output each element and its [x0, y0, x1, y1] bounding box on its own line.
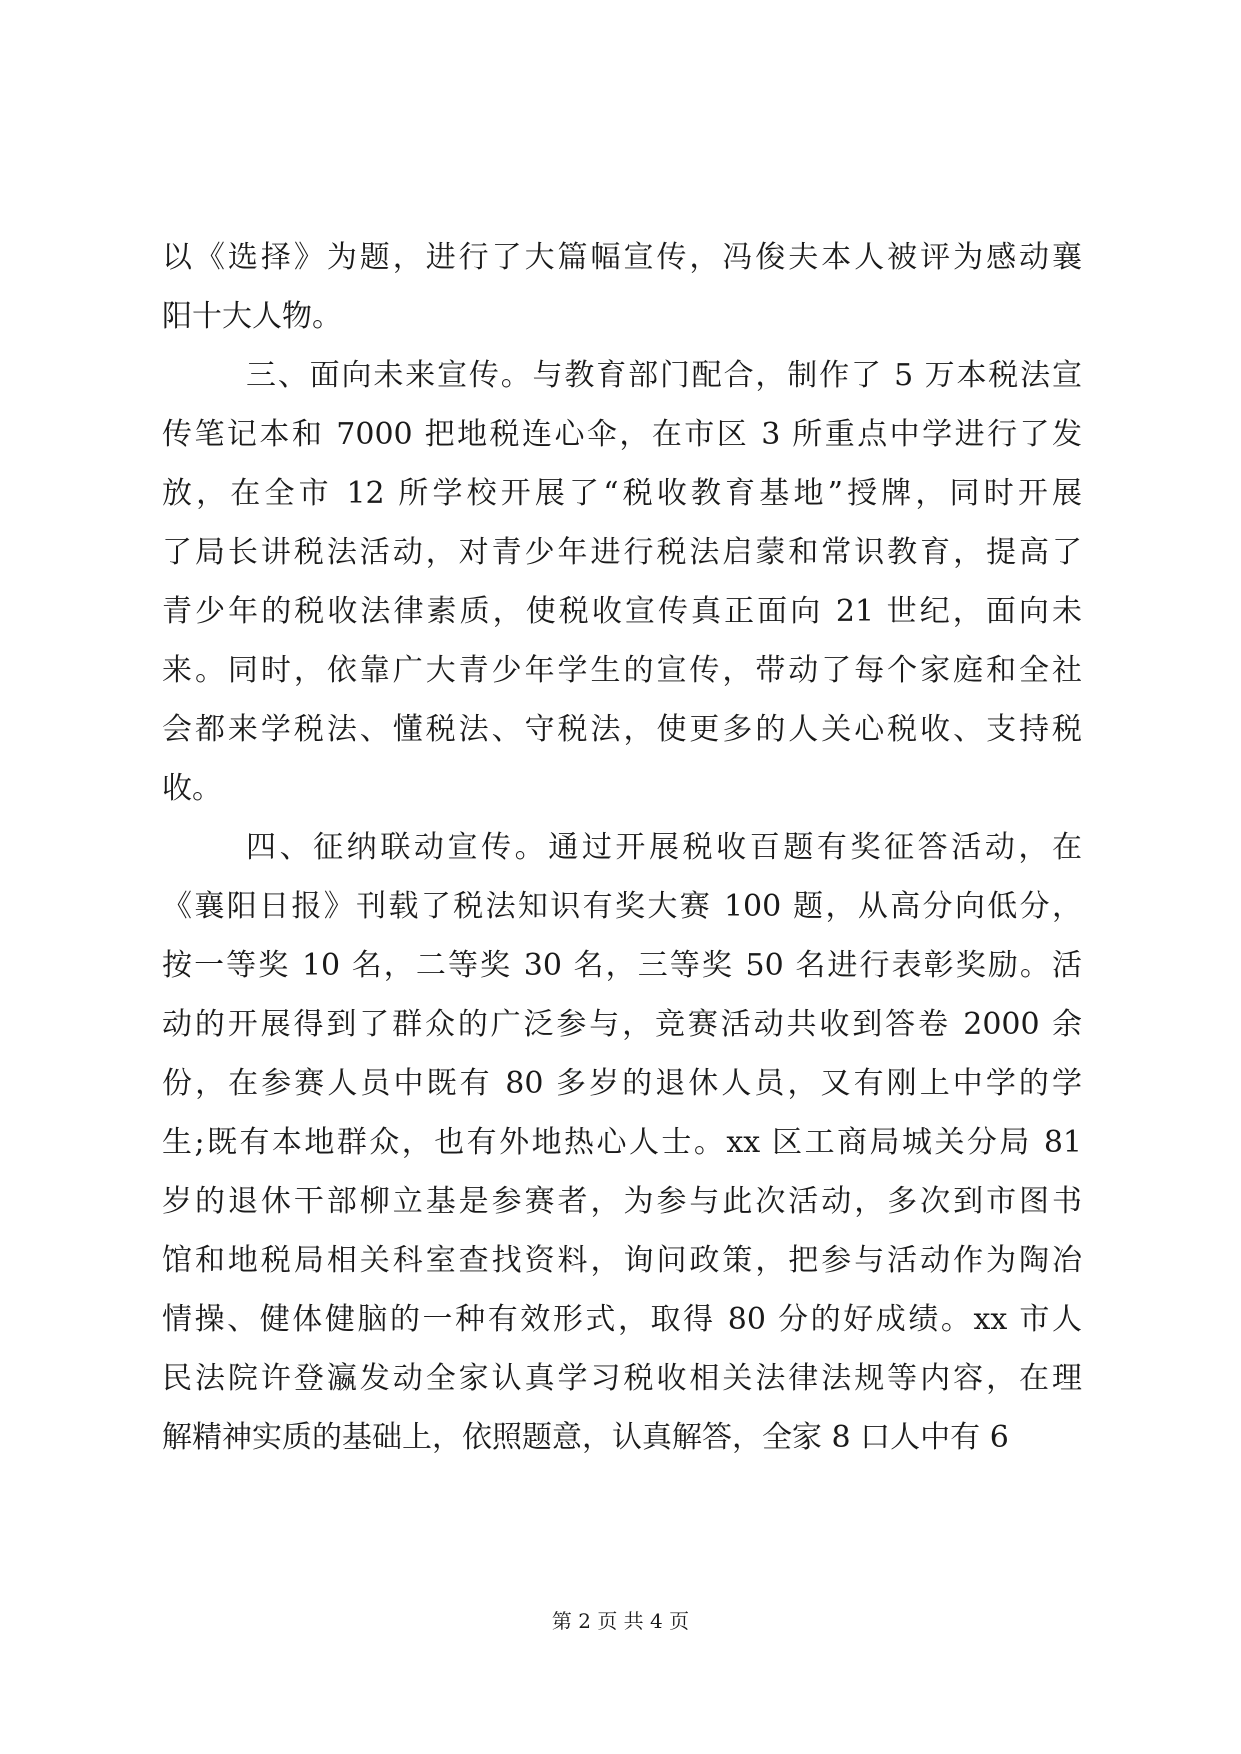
text-line: 阳十大人物。 [162, 299, 342, 334]
text-line: 会都来学税法、懂税法、守税法，使更多的人关心税收、支持税 [162, 712, 1082, 747]
text-line: 《襄阳日报》刊载了税法知识有奖大赛 100 题，从高分向低分， [162, 889, 1082, 924]
section-heading-line: 三、面向未来宣传。与教育部门配合，制作了 5 万本税法宣 [246, 358, 1082, 393]
text-line: 解精神实质的基础上，依照题意，认真解答，全家 8 口人中有 6 [162, 1420, 1009, 1455]
text-line: 馆和地税局相关科室查找资料，询问政策，把参与活动作为陶冶 [162, 1243, 1082, 1278]
text-line: 岁的退休干部柳立基是参赛者，为参与此次活动，多次到市图书 [162, 1184, 1082, 1219]
text-line: 按一等奖 10 名，二等奖 30 名，三等奖 50 名进行表彰奖励。活 [162, 948, 1082, 983]
text-line: 份，在参赛人员中既有 80 多岁的退休人员，又有刚上中学的学 [162, 1066, 1082, 1101]
text-line: 民法院许登瀛发动全家认真学习税收相关法律法规等内容，在理 [162, 1361, 1082, 1396]
text-line: 青少年的税收法律素质，使税收宣传真正面向 21 世纪，面向未 [162, 594, 1082, 629]
section-heading-line: 四、征纳联动宣传。通过开展税收百题有奖征答活动，在 [246, 830, 1082, 865]
text-line: 来。同时，依靠广大青少年学生的宣传，带动了每个家庭和全社 [162, 653, 1082, 688]
text-line: 放，在全市 12 所学校开展了“税收教育基地”授牌，同时开展 [162, 476, 1082, 511]
text-line: 动的开展得到了群众的广泛参与，竞赛活动共收到答卷 2000 余 [162, 1007, 1082, 1042]
page-number-footer: 第 2 页 共 4 页 [551, 1609, 690, 1633]
body-text [162, 228, 1082, 1467]
text-line: 以《选择》为题，进行了大篇幅宣传，冯俊夫本人被评为感动襄 [162, 240, 1082, 275]
text-line: 了局长讲税法活动，对青少年进行税法启蒙和常识教育，提高了 [162, 535, 1082, 570]
text-line: 生;既有本地群众，也有外地热心人士。xx 区工商局城关分局 81 [162, 1125, 1082, 1160]
text-line: 收。 [162, 771, 222, 806]
text-line: 情操、健体健脑的一种有效形式，取得 80 分的好成绩。xx 市人 [162, 1302, 1082, 1337]
text-line: 传笔记本和 7000 把地税连心伞，在市区 3 所重点中学进行了发 [162, 417, 1082, 452]
